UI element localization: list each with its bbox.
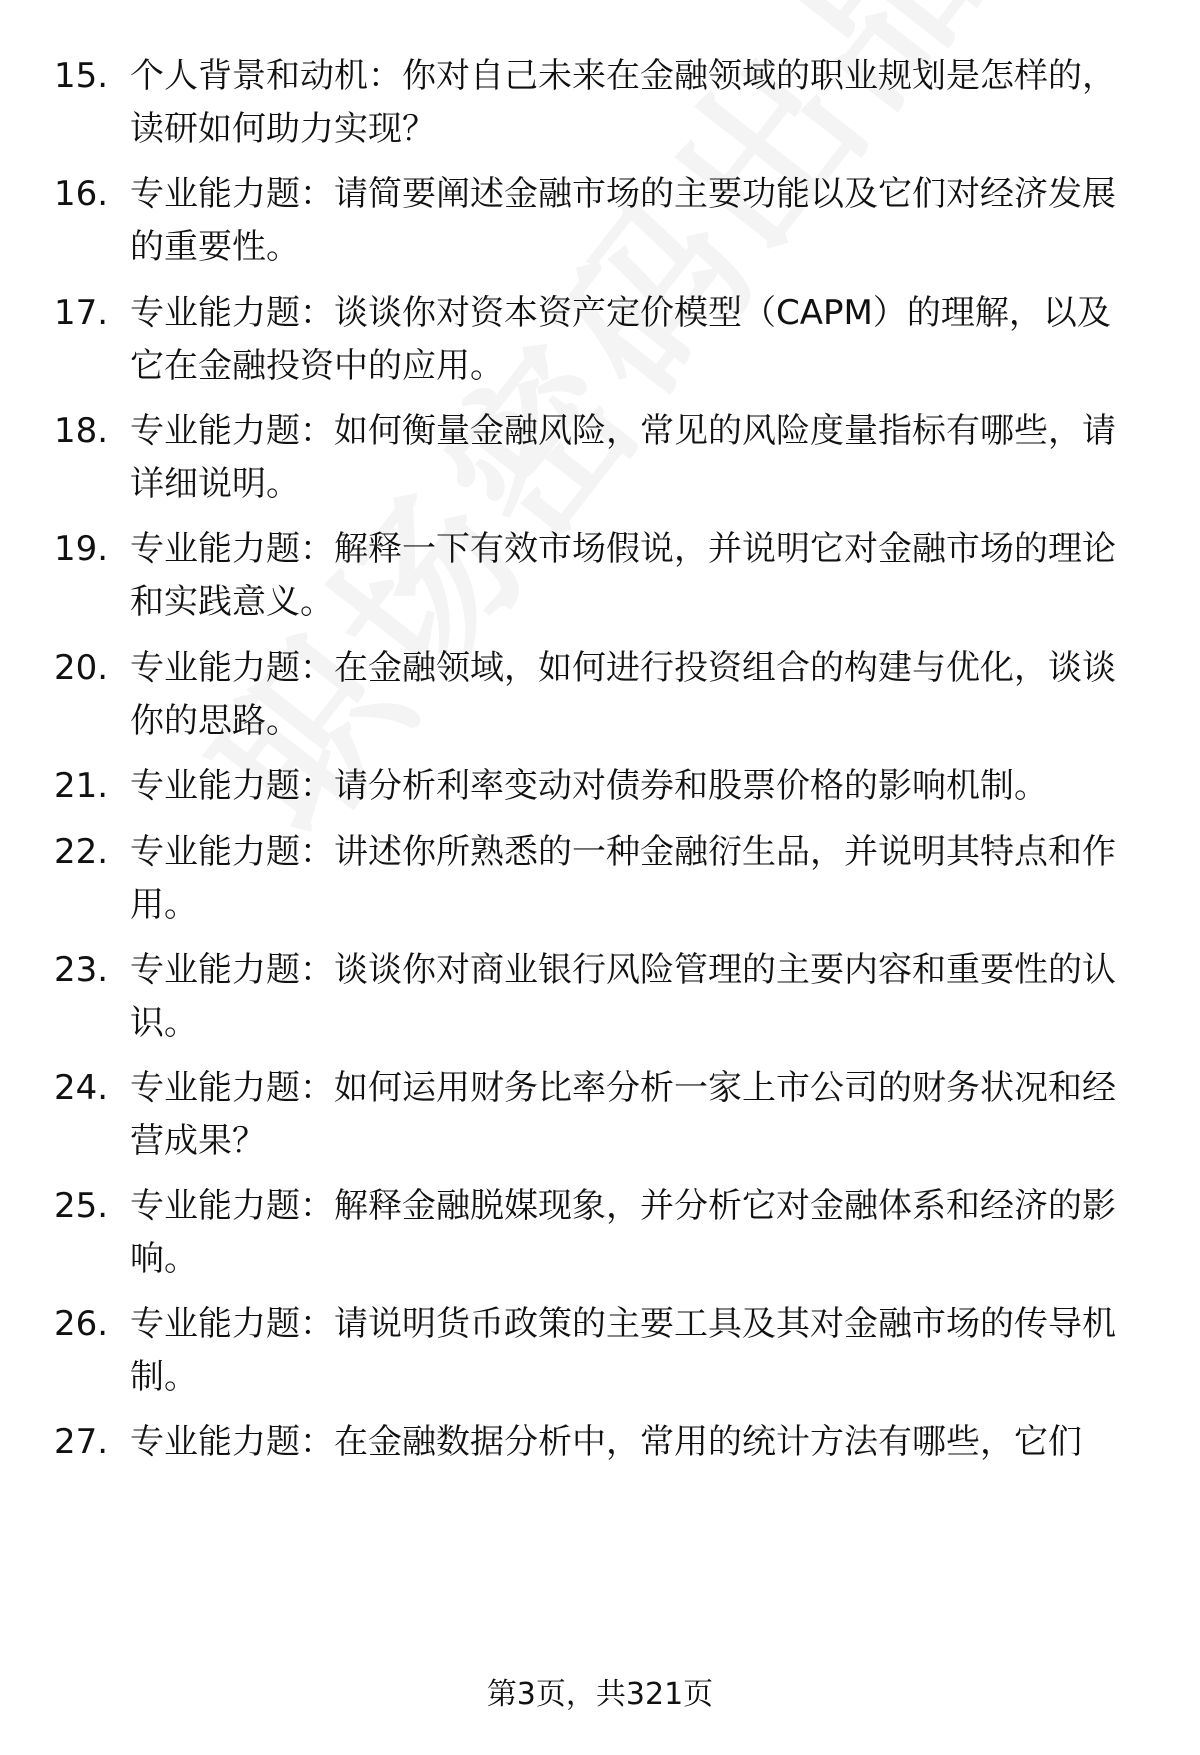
question-item xyxy=(54,642,1144,748)
question-item xyxy=(54,287,1144,393)
question-number: 17. xyxy=(54,293,109,333)
question-text: 专业能力题：讲述你所熟悉的一种金融衍生品，并说明其特点和作用。 xyxy=(130,832,1116,925)
question-number: 21. xyxy=(54,766,109,806)
question-item xyxy=(54,760,1144,813)
question-item xyxy=(54,1180,1144,1286)
question-item xyxy=(54,405,1144,511)
question-number: 27. xyxy=(54,1422,109,1462)
question-number: 24. xyxy=(54,1068,109,1108)
question-number: 25. xyxy=(54,1186,109,1226)
question-item xyxy=(54,523,1144,629)
question-number: 23. xyxy=(54,950,109,990)
question-item xyxy=(54,944,1144,1050)
question-number: 18. xyxy=(54,411,109,451)
question-number: 26. xyxy=(54,1304,109,1344)
question-item xyxy=(54,168,1144,274)
question-item xyxy=(54,1416,1144,1469)
page-number: 第3页，共321页 xyxy=(486,1677,714,1712)
question-item xyxy=(54,1062,1144,1168)
question-text: 专业能力题：在金融领域，如何进行投资组合的构建与优化，谈谈你的思路。 xyxy=(130,648,1116,741)
question-text: 专业能力题：解释金融脱媒现象，并分析它对金融体系和经济的影响。 xyxy=(130,1186,1116,1279)
question-text: 个人背景和动机：你对自己未来在金融领域的职业规划是怎样的，读研如何助力实现？ xyxy=(130,56,1116,149)
question-text: 专业能力题：在金融数据分析中，常用的统计方法有哪些，它们 xyxy=(130,1422,1082,1462)
question-number: 22. xyxy=(54,832,109,872)
question-text: 专业能力题：请说明货币政策的主要工具及其对金融市场的传导机制。 xyxy=(130,1304,1116,1397)
question-number: 20. xyxy=(54,648,109,688)
question-text: 专业能力题：请简要阐述金融市场的主要功能以及它们对经济发展的重要性。 xyxy=(130,174,1116,267)
question-text: 专业能力题：如何运用财务比率分析一家上市公司的财务状况和经营成果？ xyxy=(130,1068,1116,1161)
question-number: 16. xyxy=(54,174,109,214)
question-item xyxy=(54,50,1144,156)
question-number: 19. xyxy=(54,529,109,569)
question-number: 15. xyxy=(54,56,109,96)
question-item xyxy=(54,826,1144,932)
question-text: 专业能力题：解释一下有效市场假说，并说明它对金融市场的理论和实践意义。 xyxy=(130,529,1116,622)
question-text: 专业能力题：谈谈你对商业银行风险管理的主要内容和重要性的认识。 xyxy=(130,950,1116,1043)
question-text: 专业能力题：如何衡量金融风险，常见的风险度量指标有哪些，请详细说明。 xyxy=(130,411,1116,504)
question-item xyxy=(54,1298,1144,1404)
question-text: 专业能力题：谈谈你对资本资产定价模型（CAPM）的理解，以及它在金融投资中的应用。 xyxy=(130,293,1111,386)
question-text: 专业能力题：请分析利率变动对债券和股票价格的影响机制。 xyxy=(130,766,1048,806)
